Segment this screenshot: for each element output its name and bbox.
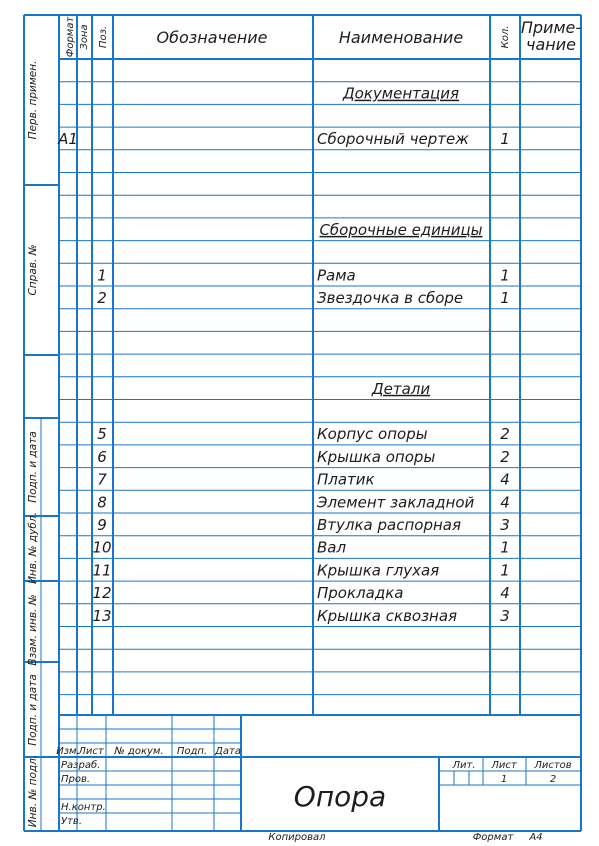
cell-qty: 3 [500, 606, 510, 625]
cell-pos: 11 [92, 561, 112, 580]
tb-role-utv: Утв. [61, 816, 82, 827]
cell-qty: 4 [500, 493, 510, 512]
tb-sheet-value: 1 [500, 774, 508, 785]
side-label-inv-podl: Инв. № подл. [27, 754, 39, 828]
side-label-podp-data-2: Подп. и дата [27, 674, 39, 746]
cell-name: Крышка сквозная [317, 606, 458, 625]
cell-name: Элемент закладной [317, 493, 475, 512]
tb-header-podp: Подп. [176, 746, 208, 757]
cell-name: Втулка распорная [317, 516, 462, 534]
tb-header-list: Лист [78, 746, 104, 757]
header-zone: Зона [79, 24, 90, 50]
header-note-line1: Приме- [520, 18, 582, 37]
cell-qty: 1 [500, 266, 510, 285]
cell-pos: 12 [92, 584, 112, 603]
header-note-line2: чание [526, 35, 576, 54]
footer-copied: Копировал [268, 832, 326, 843]
cell-pos: 6 [97, 447, 107, 466]
cell-pos: 7 [97, 470, 107, 489]
header-format: Формат [65, 16, 76, 58]
side-label-inv-dubl: Инв. № дубл. [27, 512, 39, 584]
header-qty: Кол. [500, 25, 511, 49]
header-designation: Обозначение [156, 28, 268, 47]
footer-format-label: Формат [472, 832, 514, 843]
table-rows [57, 85, 510, 625]
cell-qty: 3 [500, 516, 510, 534]
cell-qty: 4 [500, 470, 510, 489]
cell-pos: 2 [97, 289, 107, 307]
tb-sheet-label: Лист [491, 760, 517, 771]
section-heading: Сборочные единицы [319, 220, 483, 239]
cell-name: Платик [317, 470, 375, 489]
cell-pos: 10 [92, 538, 112, 557]
cell-name: Крышка глухая [317, 561, 440, 580]
tb-role-nkontr: Н.контр. [61, 802, 106, 813]
side-label-perv-primen: Перв. примен. [27, 60, 39, 140]
cell-name: Прокладка [317, 584, 404, 603]
cell-qty: 1 [500, 130, 510, 149]
cell-name: Рама [317, 266, 356, 285]
tb-role-prov: Пров. [61, 774, 91, 785]
cell-pos: 5 [97, 425, 107, 444]
footer-format-value: A4 [529, 832, 543, 843]
tb-role-razrab: Разраб. [61, 760, 101, 771]
cell-pos: 1 [97, 266, 107, 285]
frame-lines [24, 15, 581, 831]
cell-qty: 4 [500, 584, 510, 603]
cell-name: Звездочка в сборе [317, 289, 464, 307]
tb-header-data: Дата [215, 746, 241, 757]
tb-lit-label: Лит. [452, 760, 476, 771]
header-pos: Поз. [98, 25, 109, 49]
cell-pos: 13 [92, 606, 112, 625]
tb-header-izm: Изм. [56, 746, 80, 757]
section-heading: Документация [342, 84, 460, 103]
cell-name: Вал [317, 538, 347, 557]
cell-format: A1 [58, 130, 78, 149]
side-label-sprav-no: Справ. № [27, 244, 39, 296]
side-label-vzam-inv: Взам. инв. № [27, 594, 39, 666]
cell-qty: 1 [500, 538, 510, 557]
cell-qty: 2 [500, 447, 510, 466]
cell-qty: 2 [500, 425, 510, 444]
cell-name: Корпус опоры [317, 425, 428, 444]
cell-name: Сборочный чертеж [317, 130, 469, 149]
tb-header-doc-no: № докум. [114, 746, 164, 757]
tb-sheets-label: Листов [534, 760, 572, 771]
section-heading: Детали [371, 379, 431, 398]
cell-name: Крышка опоры [317, 447, 436, 466]
cell-qty: 1 [500, 289, 510, 307]
side-label-podp-data-1: Подп. и дата [27, 431, 39, 503]
cell-pos: 8 [97, 493, 107, 512]
cell-qty: 1 [500, 561, 510, 580]
cell-pos: 9 [97, 516, 107, 534]
tb-sheets-value: 2 [549, 774, 557, 785]
tb-title: Опора [293, 780, 387, 813]
header-name: Наименование [338, 28, 464, 47]
